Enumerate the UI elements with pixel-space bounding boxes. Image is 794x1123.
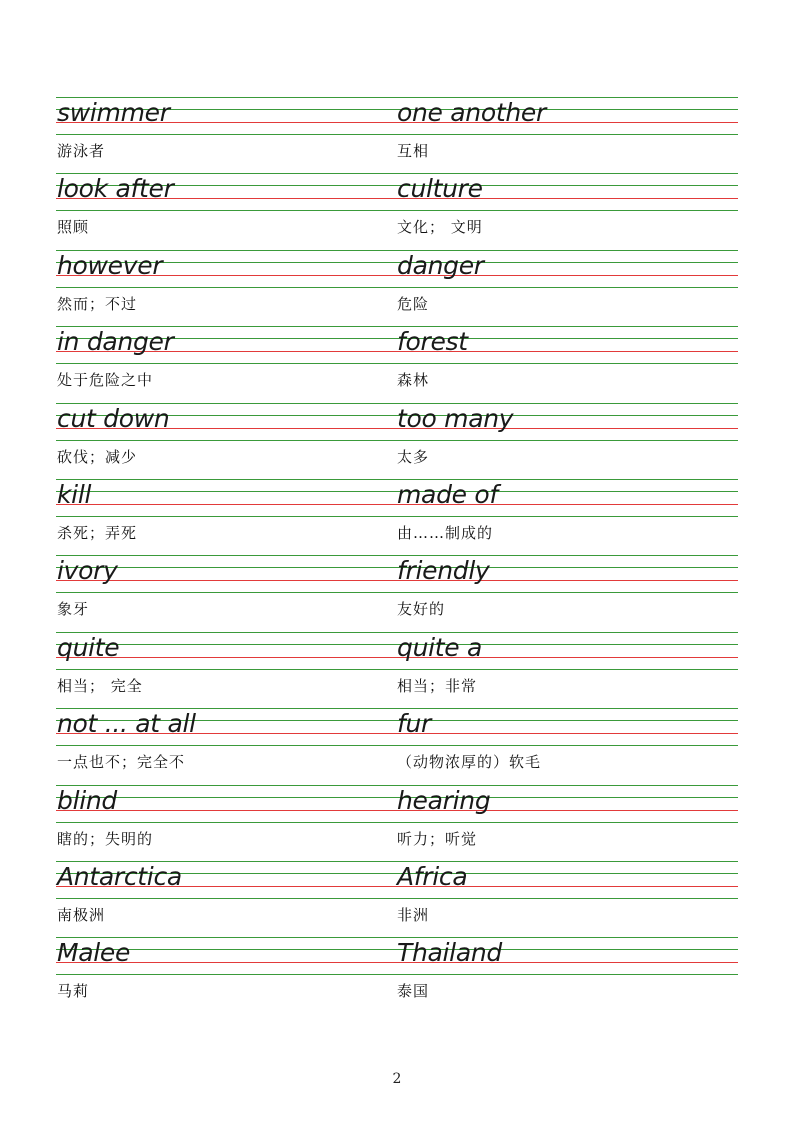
vocab-word-left: ivory xyxy=(57,556,118,586)
vocab-row xyxy=(56,861,738,937)
green-guide-line xyxy=(56,134,738,135)
vocab-row xyxy=(56,97,738,173)
vocab-row xyxy=(56,326,738,402)
vocab-word-left: however xyxy=(57,250,163,280)
vocab-meaning-left: 杀死；弄死 xyxy=(57,523,138,542)
vocab-meaning-right: 相当；非常 xyxy=(397,676,478,695)
vocab-meaning-left: 象牙 xyxy=(57,600,90,619)
vocab-word-left: Antarctica xyxy=(57,861,182,891)
vocab-row xyxy=(56,785,738,861)
vocab-row xyxy=(56,555,738,631)
vocab-meaning-left: 游泳者 xyxy=(57,142,106,160)
vocab-meaning-right: 友好的 xyxy=(397,600,446,619)
vocab-meaning-right: 文化； 文明 xyxy=(397,218,483,237)
vocab-meaning-left: 瞎的；失明的 xyxy=(57,829,154,848)
green-guide-line xyxy=(56,287,738,288)
vocab-meaning-right: 太多 xyxy=(397,447,430,466)
page-number: 2 xyxy=(392,1071,402,1087)
vocab-row xyxy=(56,632,738,708)
vocab-meaning-right: 听力；听觉 xyxy=(397,829,478,848)
green-guide-line xyxy=(56,516,738,517)
vocab-word-right: quite a xyxy=(397,632,483,662)
vocab-row xyxy=(56,403,738,479)
vocab-row xyxy=(56,250,738,326)
vocab-word-right: one another xyxy=(397,98,546,127)
vocab-meaning-right: 由……制成的 xyxy=(397,523,494,542)
vocab-word-right: made of xyxy=(397,479,498,509)
vocabulary-list xyxy=(56,97,738,1014)
vocab-word-left: swimmer xyxy=(57,98,170,127)
vocab-word-left: quite xyxy=(57,632,120,662)
vocab-word-left: blind xyxy=(57,785,117,815)
vocab-word-left: kill xyxy=(57,479,92,509)
vocab-word-left: in danger xyxy=(57,327,174,357)
green-guide-line xyxy=(56,898,738,899)
vocab-meaning-right: 森林 xyxy=(397,371,430,390)
vocab-meaning-left: 一点也不；完全不 xyxy=(57,753,186,772)
vocab-meaning-left: 处于危险之中 xyxy=(57,371,154,390)
vocab-meaning-right: 泰国 xyxy=(397,982,430,1001)
vocab-word-right: Africa xyxy=(397,861,468,891)
vocab-meaning-left: 然而；不过 xyxy=(57,294,138,313)
vocab-word-right: forest xyxy=(397,327,468,357)
vocab-meaning-left: 马莉 xyxy=(57,982,90,1001)
vocab-meaning-right: 互相 xyxy=(397,142,430,160)
vocab-row xyxy=(56,173,738,249)
green-guide-line xyxy=(56,363,738,364)
vocab-word-right: fur xyxy=(397,709,432,739)
green-guide-line xyxy=(56,592,738,593)
vocab-word-left: Malee xyxy=(57,938,131,968)
vocab-word-right: Thailand xyxy=(397,938,502,968)
vocab-meaning-right: （动物浓厚的）软毛 xyxy=(397,753,542,772)
vocab-meaning-left: 照顾 xyxy=(57,218,90,237)
green-guide-line xyxy=(56,745,738,746)
vocab-meaning-left: 南极洲 xyxy=(57,905,106,924)
vocab-word-right: too many xyxy=(397,403,514,433)
vocab-meaning-right: 非洲 xyxy=(397,905,430,924)
vocab-meaning-right: 危险 xyxy=(397,294,430,313)
vocab-word-left: cut down xyxy=(57,403,170,433)
vocab-meaning-left: 砍伐；减少 xyxy=(57,447,138,466)
green-guide-line xyxy=(56,822,738,823)
green-guide-line xyxy=(56,440,738,441)
green-guide-line xyxy=(56,974,738,975)
vocab-word-right: friendly xyxy=(397,556,490,586)
green-guide-line xyxy=(56,669,738,670)
vocab-word-right: hearing xyxy=(397,785,491,815)
vocab-word-right: culture xyxy=(397,174,483,204)
vocab-word-left: not ... at all xyxy=(57,709,196,739)
green-guide-line xyxy=(56,210,738,211)
vocab-word-left: look after xyxy=(57,174,174,204)
vocab-meaning-left: 相当； 完全 xyxy=(57,676,143,695)
vocab-row xyxy=(56,479,738,555)
vocab-word-right: danger xyxy=(397,250,484,280)
vocab-row xyxy=(56,708,738,784)
vocab-row xyxy=(56,937,738,1013)
